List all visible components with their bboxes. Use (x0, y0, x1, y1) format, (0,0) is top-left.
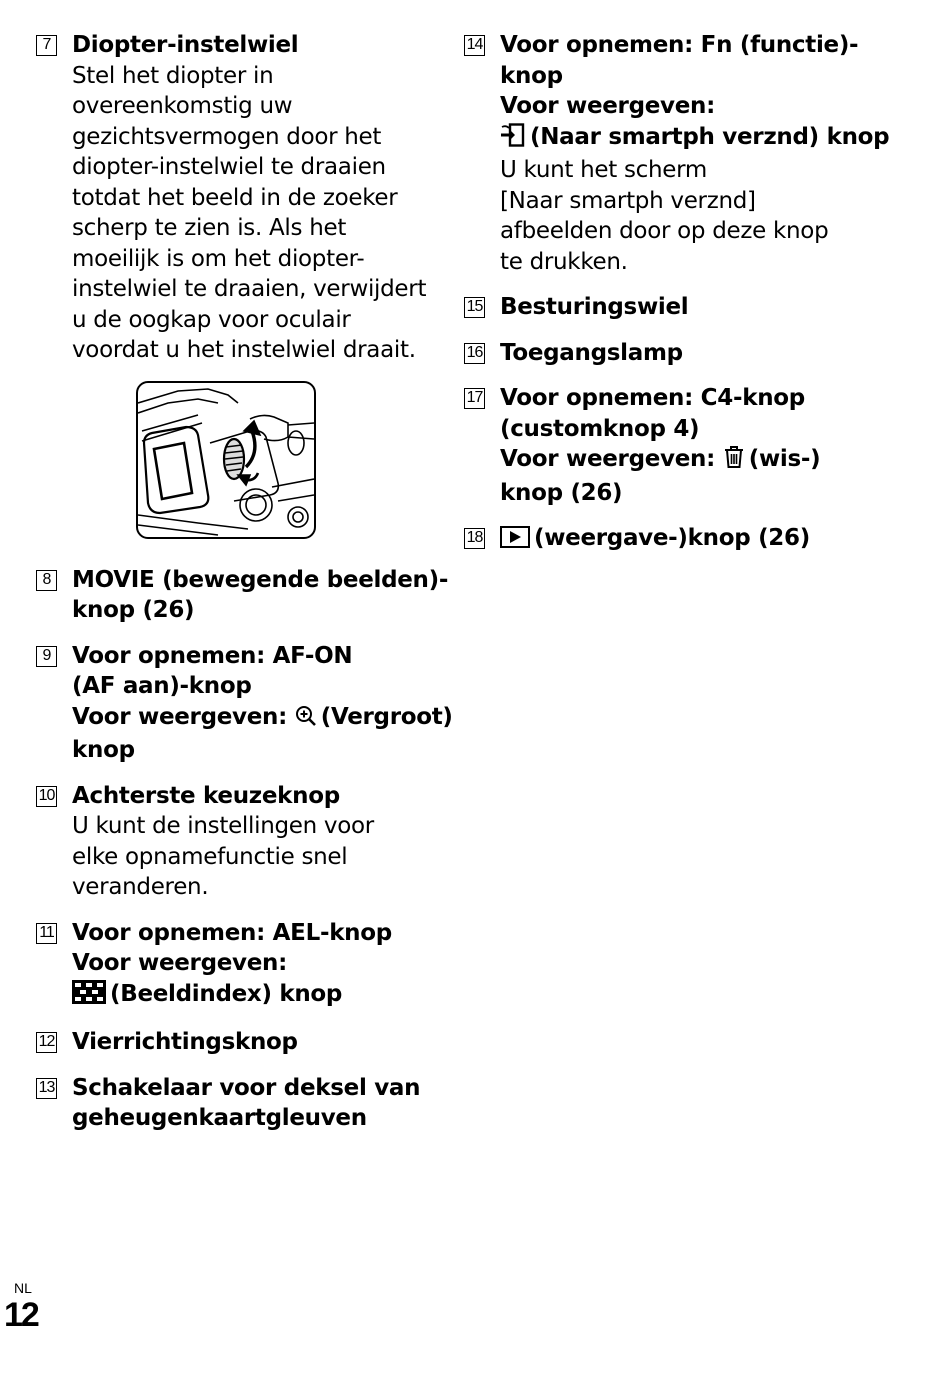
item-title-text: Voor weergeven: (72, 703, 288, 730)
item-title-line: Schakelaar voor deksel van (72, 1074, 421, 1101)
language-code: NL (14, 1280, 32, 1296)
diopter-dial-illustration (136, 381, 316, 539)
list-item-9 (36, 641, 453, 766)
item-desc-line: overeenkomstig uw (72, 93, 293, 119)
item-desc-line: te drukken. (500, 248, 628, 275)
item-title-line: geheugenkaartgleuven (72, 1105, 367, 1131)
item-number: 8 (36, 570, 57, 591)
item-number: 9 (36, 646, 57, 667)
list-item-7 (36, 30, 436, 366)
item-title-line: Voor weergeven: (72, 950, 288, 976)
page-number: 12 (4, 1296, 38, 1334)
item-desc-line: gezichtsvermogen door het (72, 123, 382, 150)
item-title: Toegangslamp (500, 339, 683, 366)
item-title-text: (Beeldindex) knop (110, 980, 343, 1007)
item-number: 12 (36, 1032, 57, 1053)
item-title-line: (AF aan)-knop (72, 673, 252, 699)
item-desc-line: scherp te zien is. Als het (72, 215, 347, 241)
item-desc-line: afbeelden door op deze knop (500, 218, 829, 244)
list-item-17 (464, 383, 934, 508)
item-desc-line: moeilijk is om het diopter- (72, 245, 365, 272)
item-title-line: knop (26) (72, 597, 195, 623)
list-item-8 (36, 565, 449, 626)
list-item-18 (464, 523, 934, 557)
item-title-text: (Naar smartph verznd) knop (530, 123, 890, 150)
item-number: 17 (464, 388, 485, 409)
item-number: 14 (464, 35, 485, 56)
item-number: 16 (464, 343, 485, 364)
item-desc-line: diopter-instelwiel te draaien (72, 154, 386, 180)
item-desc-line: totdat het beeld in de zoeker (72, 184, 398, 211)
item-title: Achterste keuzeknop (72, 782, 340, 809)
item-desc-line: elke opnamefunctie snel (72, 843, 348, 870)
item-number: 15 (464, 297, 485, 318)
item-number: 10 (36, 786, 57, 807)
image-index-icon (72, 980, 106, 1013)
item-title-line (500, 444, 934, 478)
item-title: Besturingswiel (500, 294, 689, 320)
item-title-text: (weergave-)knop (26) (534, 525, 810, 551)
item-title-line: knop (500, 62, 563, 89)
list-item-11 (36, 918, 436, 1013)
item-title-line (500, 122, 934, 156)
item-title-line (72, 979, 436, 1013)
list-item-15 (464, 292, 934, 323)
list-item-10 (36, 781, 436, 903)
list-item-12 (36, 1027, 436, 1058)
item-desc-line: U kunt de instellingen voor (72, 813, 374, 839)
item-title-line (72, 702, 453, 736)
item-desc-line: U kunt het scherm (500, 157, 708, 183)
item-title-line: Voor opnemen: AF-ON (72, 642, 353, 669)
item-title: Vierrichtingsknop (72, 1029, 298, 1055)
left-column (36, 30, 453, 1149)
item-desc-line: voordat u het instelwiel draait. (72, 337, 416, 363)
item-title-line: MOVIE (bewegende beelden)- (72, 566, 449, 593)
item-title-text: (wis-) (748, 446, 821, 472)
item-title-text: (Vergroot) (320, 703, 453, 730)
item-number: 18 (464, 528, 485, 549)
item-number: 13 (36, 1078, 57, 1099)
item-title-line: Voor weergeven: (500, 93, 716, 119)
item-title-line: Voor opnemen: C4-knop (500, 385, 805, 411)
list-item-13 (36, 1073, 436, 1134)
item-title-line: knop (26) (500, 479, 623, 506)
zoom-in-icon (295, 705, 317, 736)
item-desc-line: u de oogkap voor oculair (72, 306, 351, 333)
item-title-line: knop (72, 737, 135, 763)
item-title-line: (customknop 4) (500, 415, 700, 442)
trash-icon (723, 445, 745, 478)
playback-icon (500, 526, 530, 557)
item-title-line (500, 523, 934, 557)
item-desc-line: Stel het diopter in (72, 62, 274, 89)
item-desc-line: [Naar smartph verznd] (500, 187, 756, 214)
item-title-line: Voor opnemen: AEL-knop (72, 919, 392, 946)
list-item-14 (464, 30, 934, 277)
item-title-text: Voor weergeven: (500, 446, 716, 472)
item-title-line: Voor opnemen: Fn (functie)- (500, 32, 859, 58)
item-number: 11 (36, 923, 57, 944)
item-title: Diopter-instelwiel (72, 32, 299, 58)
item-desc-line: veranderen. (72, 874, 209, 900)
item-number: 7 (36, 35, 57, 56)
right-column (464, 30, 934, 572)
item-desc-line: instelwiel te draaien, verwijdert (72, 276, 427, 302)
send-to-smartphone-icon (500, 123, 526, 156)
list-item-16 (464, 338, 934, 369)
